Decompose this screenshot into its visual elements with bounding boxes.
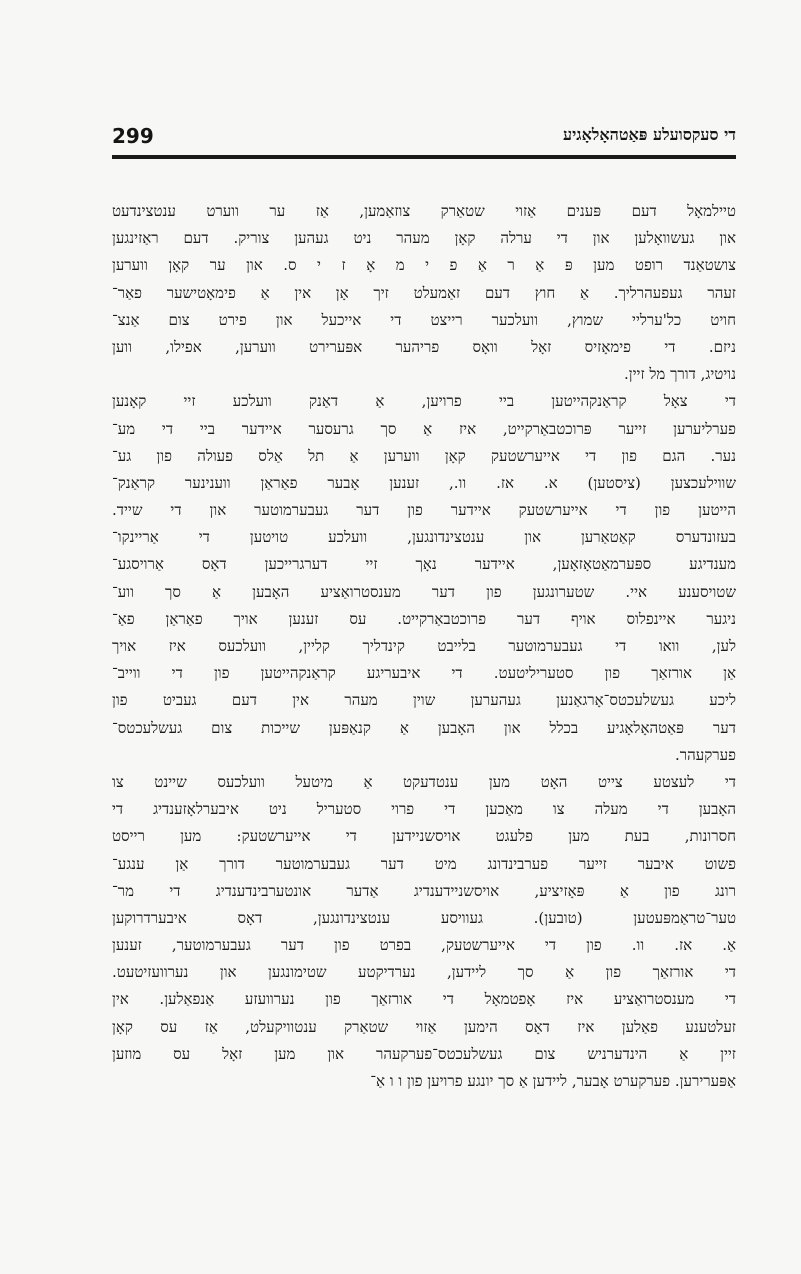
text-line: אַן אורזאַך פון סטעריליטעט. די איבעריגע קראַנקהייטען פון די ווייב־ bbox=[112, 664, 736, 683]
text-line: און געשוואָלען און די ערלה קאָן מעהר ניט געהען צוריק. דעם ראַזינגען bbox=[112, 229, 736, 248]
text-line: רונג פון אַ פּאָזיציע, אויסשניידענדיג אַדער אונטערבינדענדיג די מר־ bbox=[112, 881, 736, 900]
text-line: דער פּאַטהאָלאָגיע בכלל און האָבען אַ קנאַפּען שייכות צום געשלעכטס־ bbox=[112, 718, 736, 737]
text-line: הייטען פון די אייערשטעק איידער פון דער געבערמוטער און די שייד. bbox=[112, 501, 736, 520]
text-line: פערקעהר. bbox=[675, 745, 736, 764]
text-line: די אורזאַך פון אַ סך ליידען, נערדיקטע שטימונגען און נערוועזיטעט. bbox=[112, 963, 736, 982]
text-line: זעהר געפעהרליך. אַ חוץ דעם זאַמעלט זיך אָן אין אַ פימאָטישער פאַר־ bbox=[112, 283, 736, 302]
text-line: אַפּערירען. פערקערט אָבער, ליידען אַ סך יונגע פרויען פון ו ו אַ־ bbox=[370, 1072, 736, 1090]
text-line: פשוט איבער זייער פערבינדונג מיט דער געבערמוטער דורך אַן ענגע־ bbox=[112, 854, 736, 873]
paragraph bbox=[112, 769, 736, 1095]
text-line: שווילעכצען (ציסטען) א. אז. וו., זענען אָבער פאַראַן ווענינער קראַנק־ bbox=[112, 473, 736, 492]
text-line: נער. הגם פון די אייערשטעק קאָן ווערען אַ תל אַלס פעולה פון גע־ bbox=[112, 446, 736, 465]
text-line: טער־טראַמפּעטען (טובען). געוויסע ענטצינדונגען, דאָס איבערדרוקען bbox=[112, 908, 736, 927]
running-title: די סעקסועלע פּאַטהאָלאָגיע bbox=[563, 125, 736, 144]
text-line: ליכע געשלעכטס־אָרגאַנען געהערען שוין מעהר אין דעם געביט פון bbox=[112, 691, 736, 710]
text-line: בעזונדערס קאַטאַרען און ענטצינדונגען, וועלכע טויטען די אַריינקו־ bbox=[112, 528, 736, 547]
text-line: חסרונות, בעת מען פלעגט אויסשניידען די אייערשטעק: מען רייסט bbox=[112, 827, 736, 846]
text-line: די צאָל קראַנקהייטען ביי פרויען, אַ דאַנק וועלכע זיי קאָנען bbox=[112, 392, 736, 411]
paragraph bbox=[112, 198, 736, 388]
text-line: פערליערען זייער פּרוכטבאַרקייט, איז אַ סך גרעסער איידער ביי די מע־ bbox=[112, 419, 736, 438]
paragraph bbox=[112, 388, 736, 769]
text-line: די לעצטע צייט האָט מען ענטדעקט אַ מיטעל וועלכעס שיינט צו bbox=[112, 772, 736, 791]
text-line: צושטאַנד רופט מען פּ אַ ר אַ פ י מ אָ ז י ס. און ער קאָן ווערען bbox=[112, 256, 736, 275]
text-line: טיילמאָל דעם פּענים אַזוי שטאַרק צוזאַמען, אַז ער ווערט ענטצינדעט bbox=[112, 202, 736, 220]
text-line: חויט כל'ערליי שמוץ, וועלכער רייצט די אייכעל און פירט צום אַנצ־ bbox=[112, 310, 736, 329]
text-line: זעלטענע פאַלען איז דאָס הימען אַזוי שטאַרק ענטוויקעלט, אַז עס קאָן bbox=[112, 1017, 736, 1036]
text-line: מענדיגע ספּערמאַטאָזאָען, איידער נאָך זיי דערגרייכען דאָס אַרויסגע־ bbox=[112, 555, 736, 574]
page-number: 299 bbox=[112, 124, 154, 148]
text-line: די מענסטרואַציע איז אָפטמאָל די אורזאַך פון נערוועזע אַנפאַלען. אין bbox=[112, 990, 736, 1009]
text-line: אַ. אז. וו. פון די אייערשטעק, בפרט פון דער געבערמוטער, זענען bbox=[112, 936, 736, 955]
text-line: שטויסענע איי. שטערונגען פון דער מענסטרואַציע האָבען אַ סך ווע־ bbox=[112, 582, 736, 601]
text-line: לען, וואו די געבערמוטער בלייבט קינדליך קליין, וועלכעס איז אויך bbox=[112, 637, 736, 655]
body-text bbox=[112, 198, 736, 1095]
text-line: נויטיג, דורך מל זיין. bbox=[623, 365, 736, 384]
page-header bbox=[112, 124, 736, 150]
header-rule bbox=[112, 155, 736, 159]
text-line: זיין אַ הינדערניש צום געשלעכטס־פערקעהר און מען זאָל עס מוזען bbox=[112, 1044, 736, 1063]
text-line: ניזם. די פימאָזיס זאָל וואָס פריהער אפּערירט ווערען, אפילו, ווען bbox=[112, 337, 736, 356]
text-line: האָבען די מעלה צו מאַכען די פרוי סטעריל ניט איבערלאָזענדיג די bbox=[112, 800, 736, 819]
text-line: ניגער איינפלוס אויף דער פרוכטבאַרקייט. עס זענען אויך פאַראַן פאַ־ bbox=[112, 609, 736, 628]
